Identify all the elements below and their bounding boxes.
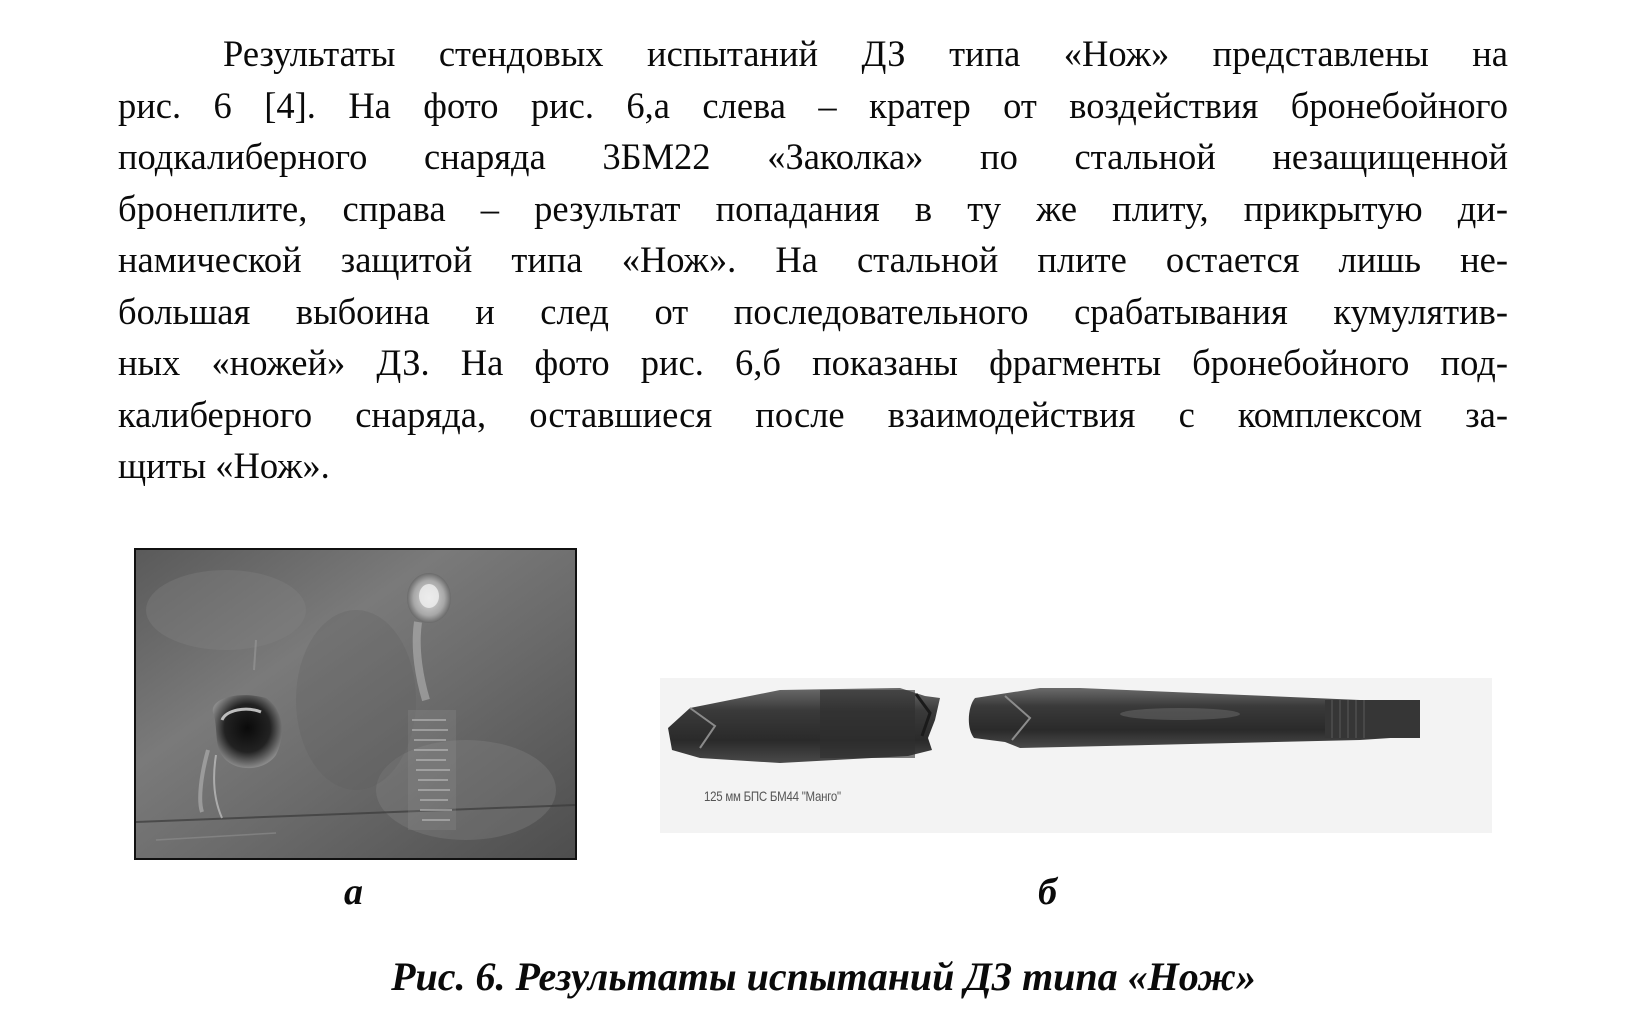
figure-caption: Рис. 6. Результаты испытаний ДЗ типа «Нож»: [391, 954, 1256, 999]
projectile-label: 125 мм БПС БМ44 "Манго": [704, 788, 841, 804]
paragraph-line: подкалиберного снаряда 3БМ22 «Заколка» по стальной незащищенной: [118, 136, 1508, 177]
paragraph-line: большая выбоина и след от последовательного срабатывания кумулятив-: [118, 290, 1508, 332]
paragraph-line: ных «ножей» ДЗ. На фото рис. 6,б показаны фрагменты бронебойного под-: [118, 342, 1508, 383]
paragraph-line: Результаты стендовых испытаний ДЗ типа «Нож» представлены на: [223, 33, 1508, 74]
paragraph-line: бронеплите, справа – результат попадания в ту же плиту, прикрытую ди-: [118, 187, 1508, 229]
subfigure-b-label: б: [1038, 871, 1057, 913]
photo-projectile-fragments: [660, 678, 1492, 833]
paragraph-line: калиберного снаряда, оставшиеся после взаимодействия с комплексом за-: [118, 393, 1508, 435]
photo-armor-plate: [134, 548, 577, 860]
paragraph-line: щиты «Нож».: [118, 445, 330, 486]
paragraph-line: намической защитой типа «Нож». На стальной плите остается лишь не-: [118, 239, 1508, 280]
subfigure-a-label: а: [344, 871, 363, 913]
body-paragraph: [118, 28, 1508, 492]
paragraph-line: рис. 6 [4]. На фото рис. 6,а слева – кратер от воздействия бронебойного: [118, 84, 1508, 126]
